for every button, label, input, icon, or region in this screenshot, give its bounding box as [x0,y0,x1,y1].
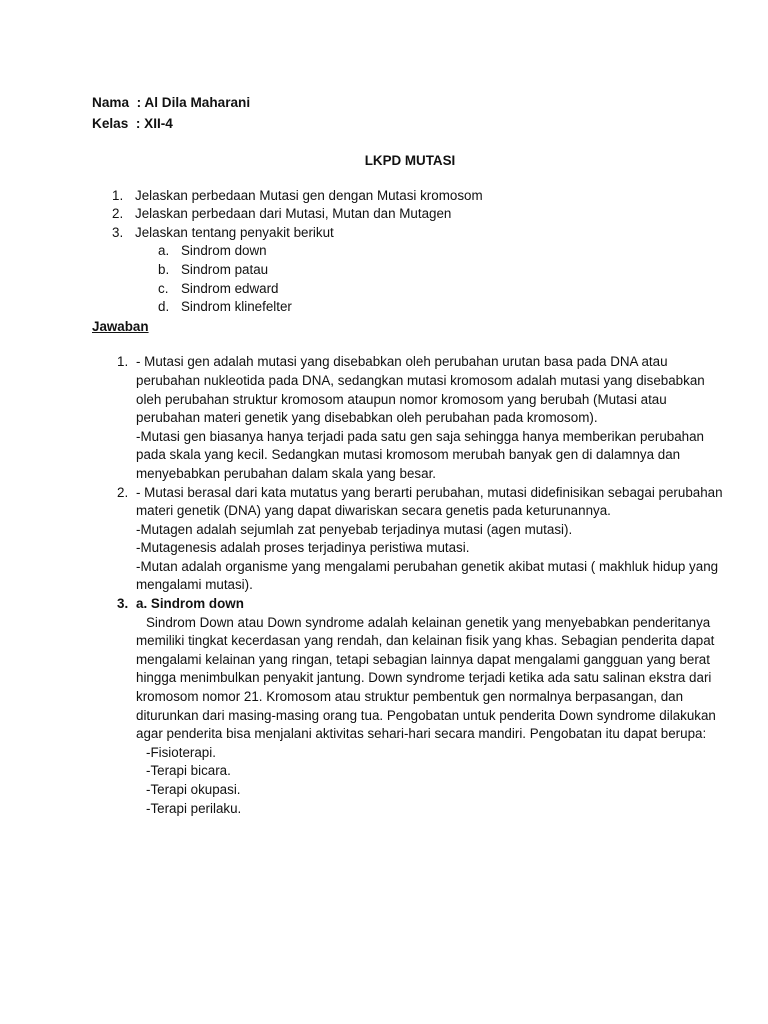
answer-number: 2. [117,484,129,500]
document-title: LKPD MUTASI [364,153,456,168]
sub-question-item [92,298,708,317]
question-item [92,205,708,224]
question-item [92,224,708,243]
sub-question-item [92,261,708,280]
sub-question-item [92,242,708,261]
sub-question-text: Sindrom patau [181,261,269,277]
sub-question-letter: b. [158,261,170,277]
answer-paragraph: - Mutasi berasal dari kata mutatus yang berarti perubahan, mutasi didefinisikan sebagai perubahan materi genetik (DNA) yang dapat diwariskan secara genetis pada keturunannya. [136,484,723,519]
answer-paragraph: Sindrom Down atau Down syndrome adalah kelainan genetik yang menyebabkan penderitanya memiliki tingkat kecerdasan yang rendah, dan kelainan fisik yang khas. Sebagian penderita dapat mengalami kelainan yang ringan, tetapi sebagian lainnya dapat mengalami gangguan yang berat hingga menimbulkan penyakit jantung. Down syndrome terjadi ketika ada satu salinan ekstra dari kromosom nomor 21. Kromosom atau struktur pembentuk gen normalnya berpasangan, dan diturunkan dari masing-masing orang tua. Pengobatan untuk penderita Down syndrome dilakukan agar penderita bisa menjalani aktivitas sehari-hari secara mandiri. Pengobatan itu dapat berupa: [136,614,716,742]
answer-number: 3. [117,596,129,612]
answer-number: 1. [117,354,129,370]
question-list [92,187,708,243]
sub-question-letter: a. [158,243,170,259]
student-name: Nama : Al Dila Maharani [92,95,251,110]
therapy-item: -Fisioterapi. [146,744,216,760]
answer-paragraph: - Mutasi gen adalah mutasi yang disebabkan oleh perubahan urutan basa pada DNA atau perubahan nukleotida pada DNA, sedangkan mutasi kromosom adalah mutasi yang disebabkan oleh perubahan struktur kromosom ataupun nomor kromosom yang berubah (Mutasi atau perubahan materi genetik yang disebabkan oleh perubahan pada kromosom). [136,354,705,426]
answer-paragraph: -Mutasi gen biasanya hanya terjadi pada satu gen saja sehingga hanya memberikan perubahan pada skala yang kecil. Sedangkan mutasi kromosom merubah banyak gen di dalamnya dan menyebabkan perubahan dalam skala yang besar. [136,428,704,481]
therapy-item: -Terapi perilaku. [146,800,242,816]
answer-paragraph: -Mutagenesis adalah proses terjadinya peristiwa mutasi. [136,540,470,556]
answer-list [92,353,723,818]
question-text: Jelaskan tentang penyakit berikut [135,224,334,240]
question-item [92,187,708,206]
answer-heading: Jawaban [92,318,149,334]
sub-question-list [92,242,708,316]
sub-question-letter: d. [158,299,170,315]
question-number: 1. [112,187,124,203]
question-number: 2. [112,206,124,222]
sub-question-text: Sindrom down [181,243,267,259]
answer-subheading: a. Sindrom down [136,596,244,612]
sub-question-item [92,280,708,299]
answer-item-1 [92,353,724,483]
question-text: Jelaskan perbedaan Mutasi gen dengan Mutasi kromosom [135,187,483,203]
therapy-item: -Terapi bicara. [146,763,231,779]
answer-item-2 [92,484,724,596]
sub-question-text: Sindrom edward [181,280,279,296]
therapy-item: -Terapi okupasi. [146,782,241,797]
sub-question-letter: c. [158,280,169,296]
answer-paragraph: -Mutan adalah organisme yang mengalami perubahan genetik akibat mutasi ( makhluk hidup yang mengalami mutasi). [136,558,719,593]
student-class: Kelas : XII-4 [92,116,173,131]
answer-paragraph: -Mutagen adalah sejumlah zat penyebab terjadinya mutasi (agen mutasi). [136,521,573,537]
question-text: Jelaskan perbedaan dari Mutasi, Mutan dan Mutagen [135,206,452,222]
question-number: 3. [112,224,124,240]
therapy-list [136,744,724,818]
answer-item-3 [92,595,724,818]
sub-question-text: Sindrom klinefelter [181,299,292,315]
